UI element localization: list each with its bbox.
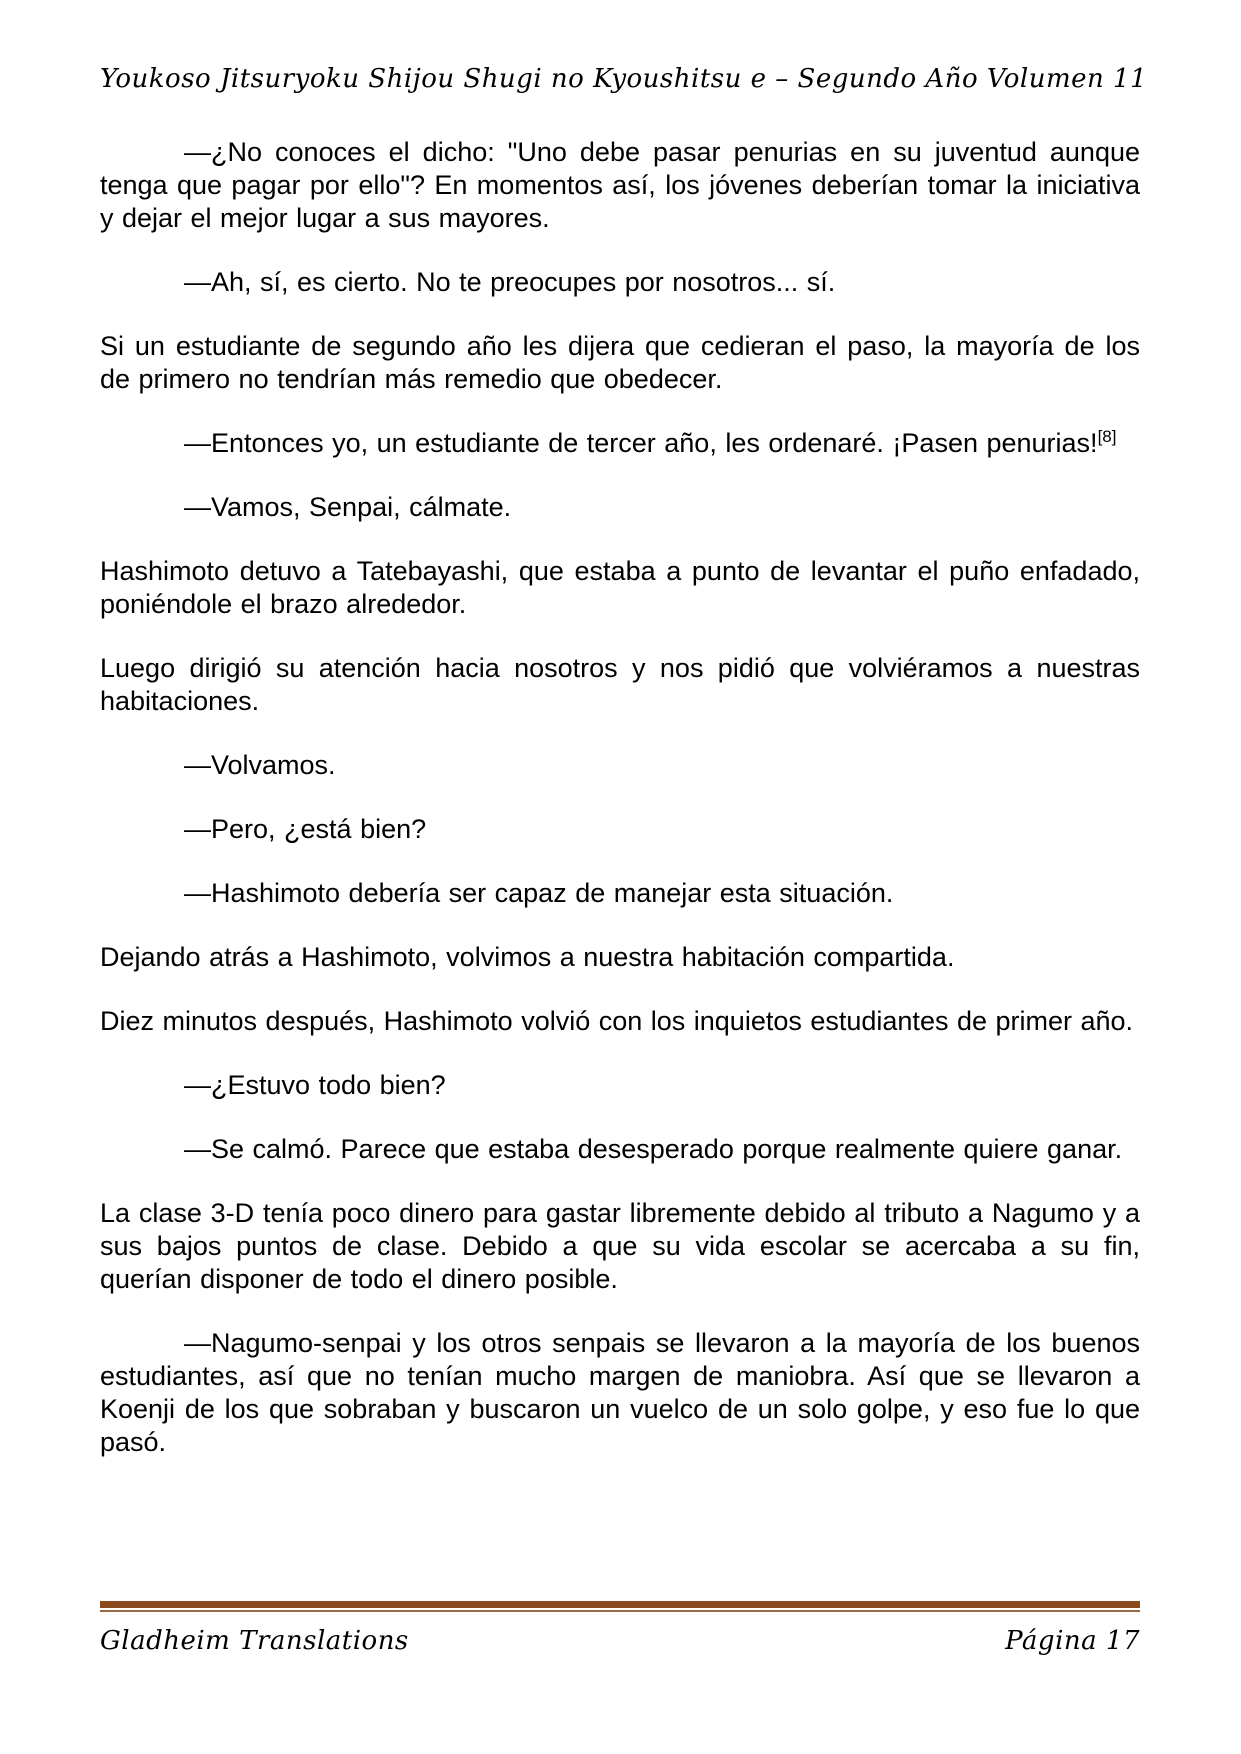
footnote-ref: [8]: [1097, 427, 1117, 446]
paragraph: Diez minutos después, Hashimoto volvió con los inquietos estudiantes de primer año.: [100, 1006, 1134, 1036]
paragraph: —Ah, sí, es cierto. No te preocupes por nosotros... sí.: [184, 267, 836, 297]
paragraph: La clase 3-D tenía poco dinero para gastar libremente debido al tributo a Nagumo y a sus bajos puntos de clase. Debido a que su vida escolar se acercaba a su fin, querían disponer de todo el dinero posible.: [100, 1198, 1140, 1294]
paragraph: —Pero, ¿está bien?: [184, 814, 427, 844]
paragraph: —Volvamos.: [184, 750, 336, 780]
paragraph: Luego dirigió su atención hacia nosotros y nos pidió que volviéramos a nuestras habitaciones.: [100, 653, 1140, 716]
paragraph: Hashimoto detuvo a Tatebayashi, que estaba a punto de levantar el puño enfadado, poniéndole el brazo alrededor.: [100, 556, 1140, 619]
paragraph: —Vamos, Senpai, cálmate.: [184, 492, 512, 522]
footer-row: [100, 1626, 1140, 1656]
paragraph: —Se calmó. Parece que estaba desesperado porque realmente quiere ganar.: [184, 1134, 1123, 1164]
paragraph-text: —Entonces yo, un estudiante de tercer año, les ordenaré. ¡Pasen penurias!: [184, 428, 1098, 458]
page-content: [100, 62, 1148, 1490]
paragraph: Si un estudiante de segundo año les dijera que cedieran el paso, la mayoría de los de primero no tendrían más remedio que obedecer.: [100, 331, 1140, 394]
paragraph: —¿No conoces el dicho: "Uno debe pasar penurias en su juventud aunque tenga que pagar por ello"? En momentos así, los jóvenes deberían tomar la iniciativa y dejar el mejor lugar a sus mayores.: [100, 137, 1140, 233]
paragraph: —Nagumo-senpai y los otros senpais se llevaron a la mayoría de los buenos estudiantes, así que no tenían mucho margen de maniobra. Así que se llevaron a Koenji de los que sobraban y buscaron un vuelco de un solo golpe, y eso fue lo que pasó.: [100, 1328, 1140, 1457]
footer-rule-thick: [100, 1601, 1140, 1608]
paragraph: Dejando atrás a Hashimoto, volvimos a nuestra habitación compartida.: [100, 942, 955, 972]
page-header-title: Youkoso Jitsuryoku Shijou Shugi no Kyoushitsu e – Segundo Año Volumen 11: [100, 64, 1148, 94]
paragraph: [100, 427, 1140, 460]
paragraph: —Hashimoto debería ser capaz de manejar esta situación.: [184, 878, 894, 908]
page-footer: [100, 1601, 1140, 1656]
paragraph: —¿Estuvo todo bien?: [184, 1070, 446, 1100]
footer-rule-thin: [100, 1610, 1140, 1612]
footer-page-number: Página 17: [1005, 1626, 1140, 1656]
footer-translator-credit: Gladheim Translations: [100, 1626, 409, 1656]
